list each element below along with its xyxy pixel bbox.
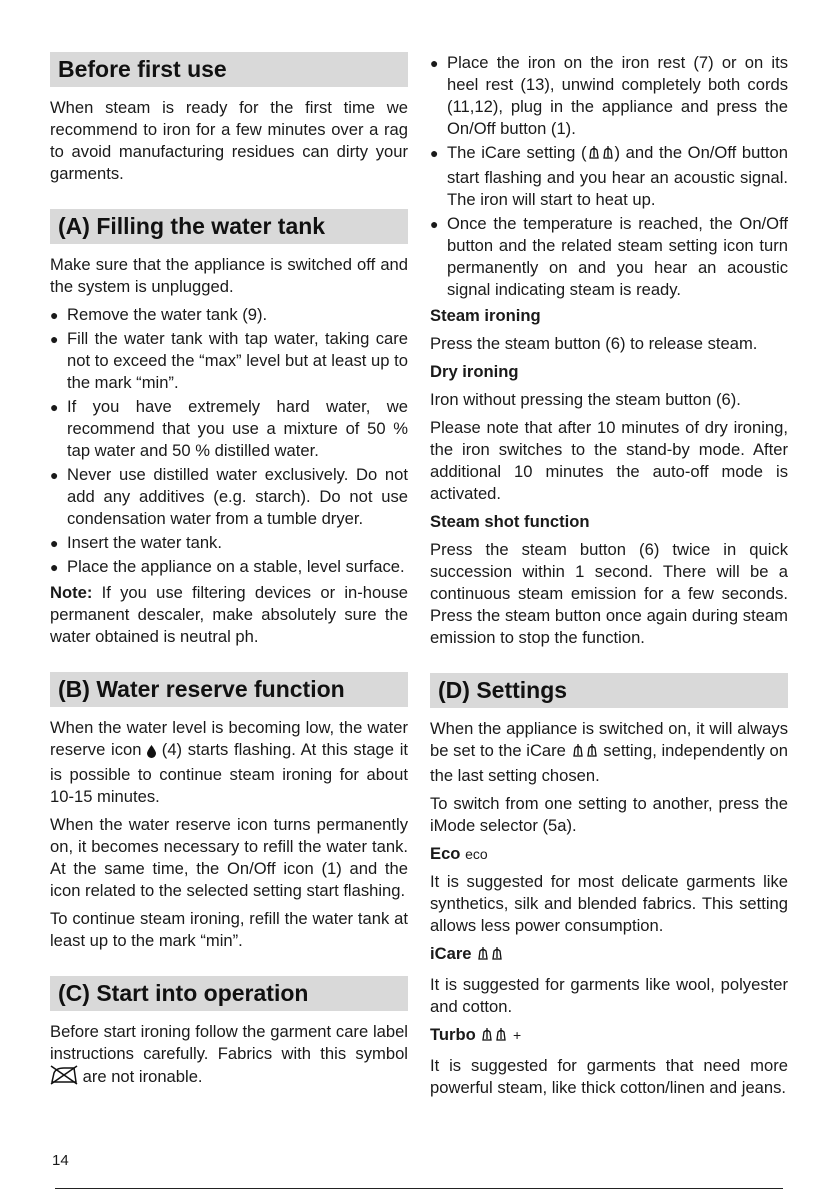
bullet-icon: ● [50, 535, 59, 551]
bullet-icon: ● [430, 216, 439, 232]
paragraph: Before start ironing follow the garment care label instructions carefully. Fabrics with this symbol are not ironable. [50, 1021, 408, 1091]
paragraph: Press the steam button (6) to release steam. [430, 334, 758, 353]
list-item: ● Never use distilled water exclusively. Do not add any additives (e.g. starch). Do not use condensation water from a tumble dryer. [50, 465, 408, 528]
steam-icon [480, 1027, 508, 1049]
bullet-icon: ● [430, 145, 439, 161]
paragraph: Make sure that the appliance is switched off and the system is unplugged. [50, 255, 408, 296]
bullet-icon: ● [50, 559, 59, 575]
note-paragraph: Note: If you use filtering devices or in-house permanent descaler, make absolutely sure the water obtained is neutral ph. [50, 583, 408, 646]
footer-divider [55, 1188, 783, 1189]
bullet-icon: ● [50, 331, 59, 347]
list-item: ● Place the appliance on a stable, level surface. [50, 557, 405, 576]
subheading-steam-ironing: Steam ironing [430, 306, 541, 325]
section-title-filling-water-tank: (A) Filling the water tank [50, 209, 408, 244]
steam-icon [587, 145, 615, 167]
subheading-turbo: Turbo + [430, 1024, 788, 1049]
eco-mode-label: eco [465, 846, 488, 862]
paragraph: When the water reserve icon turns permanently on, it becomes necessary to refill the water tank. At the same time, the On/Off icon (1) and the icon related to the selected setting start flashing. [50, 815, 408, 900]
list-item: ● Insert the water tank. [50, 533, 222, 552]
list-item: ● The iCare setting ( ) and the On/Off button start flashing and you hear an acoustic signal. The iron will start to heat up. [430, 143, 788, 209]
subheading-steam-shot: Steam shot function [430, 512, 590, 531]
section-title-water-reserve: (B) Water reserve function [50, 672, 408, 707]
paragraph: It is suggested for most delicate garments like synthetics, silk and blended fabrics. This setting allows less power consumption. [430, 872, 788, 935]
paragraph: Please note that after 10 minutes of dry ironing, the iron switches to the stand-by mode. After additional 10 minutes the auto-off mode is activated. [430, 418, 788, 503]
paragraph: Iron without pressing the steam button (6). [430, 390, 741, 409]
plus-mark: + [513, 1027, 522, 1043]
subheading-dry-ironing: Dry ironing [430, 362, 519, 381]
section-title-before-first-use: Before first use [50, 52, 408, 87]
no-iron-icon [50, 1065, 78, 1091]
note-label: Note: [50, 583, 93, 602]
section-title-settings: (D) Settings [430, 673, 788, 708]
paragraph: When steam is ready for the first time we recommend to iron for a few minutes over a rag to avoid manufacturing residues can dirty your garments. [50, 98, 408, 183]
bullet-icon: ● [430, 55, 439, 71]
list-item: ● If you have extremely hard water, we recommend that you use a mixture of 50 % tap water and 50 % distilled water. [50, 397, 408, 460]
page-number: 14 [52, 1152, 69, 1169]
list-item: ● Place the iron on the iron rest (7) or on its heel rest (13), unwind completely both cords (11,12), plug in the appliance and press the On/Off button (1). [430, 53, 788, 138]
list-item: ● Fill the water tank with tap water, taking care not to exceed the “max” level but at least up to the mark “min”. [50, 329, 408, 392]
subheading-icare: iCare [430, 943, 788, 968]
paragraph: When the water level is becoming low, the water reserve icon (4) starts flashing. At this stage it is possible to continue steam ironing for about 10-15 minutes. [50, 718, 408, 806]
right-column [430, 52, 788, 1105]
steam-icon [571, 743, 599, 765]
bullet-icon: ● [50, 399, 59, 415]
subheading-eco: Eco eco [430, 844, 488, 863]
bullet-icon: ● [50, 307, 59, 323]
left-column [50, 52, 408, 1097]
paragraph: To continue steam ironing, refill the water tank at least up to the mark “min”. [50, 909, 408, 950]
bullet-icon: ● [50, 467, 59, 483]
paragraph: To switch from one setting to another, press the iMode selector (5a). [430, 794, 788, 835]
paragraph: It is suggested for garments like wool, polyester and cotton. [430, 975, 788, 1016]
water-drop-icon [147, 742, 156, 764]
bullet-list [50, 304, 408, 578]
list-item: ● Remove the water tank (9). [50, 305, 268, 324]
list-item: ● Once the temperature is reached, the On/Off button and the related steam setting icon turn permanently on and you hear an acoustic signal indicating steam is ready. [430, 214, 788, 299]
steam-icon [476, 946, 504, 968]
paragraph: It is suggested for garments that need more powerful steam, like thick cotton/linen and jeans. [430, 1056, 788, 1097]
paragraph: When the appliance is switched on, it will always be set to the iCare setting, independently on the last setting chosen. [430, 719, 788, 785]
paragraph: Press the steam button (6) twice in quick succession within 1 second. There will be a continuous steam emission for a few seconds. Press the steam button once again during steam emission to stop the function. [430, 540, 788, 647]
section-title-start-operation: (C) Start into operation [50, 976, 408, 1011]
